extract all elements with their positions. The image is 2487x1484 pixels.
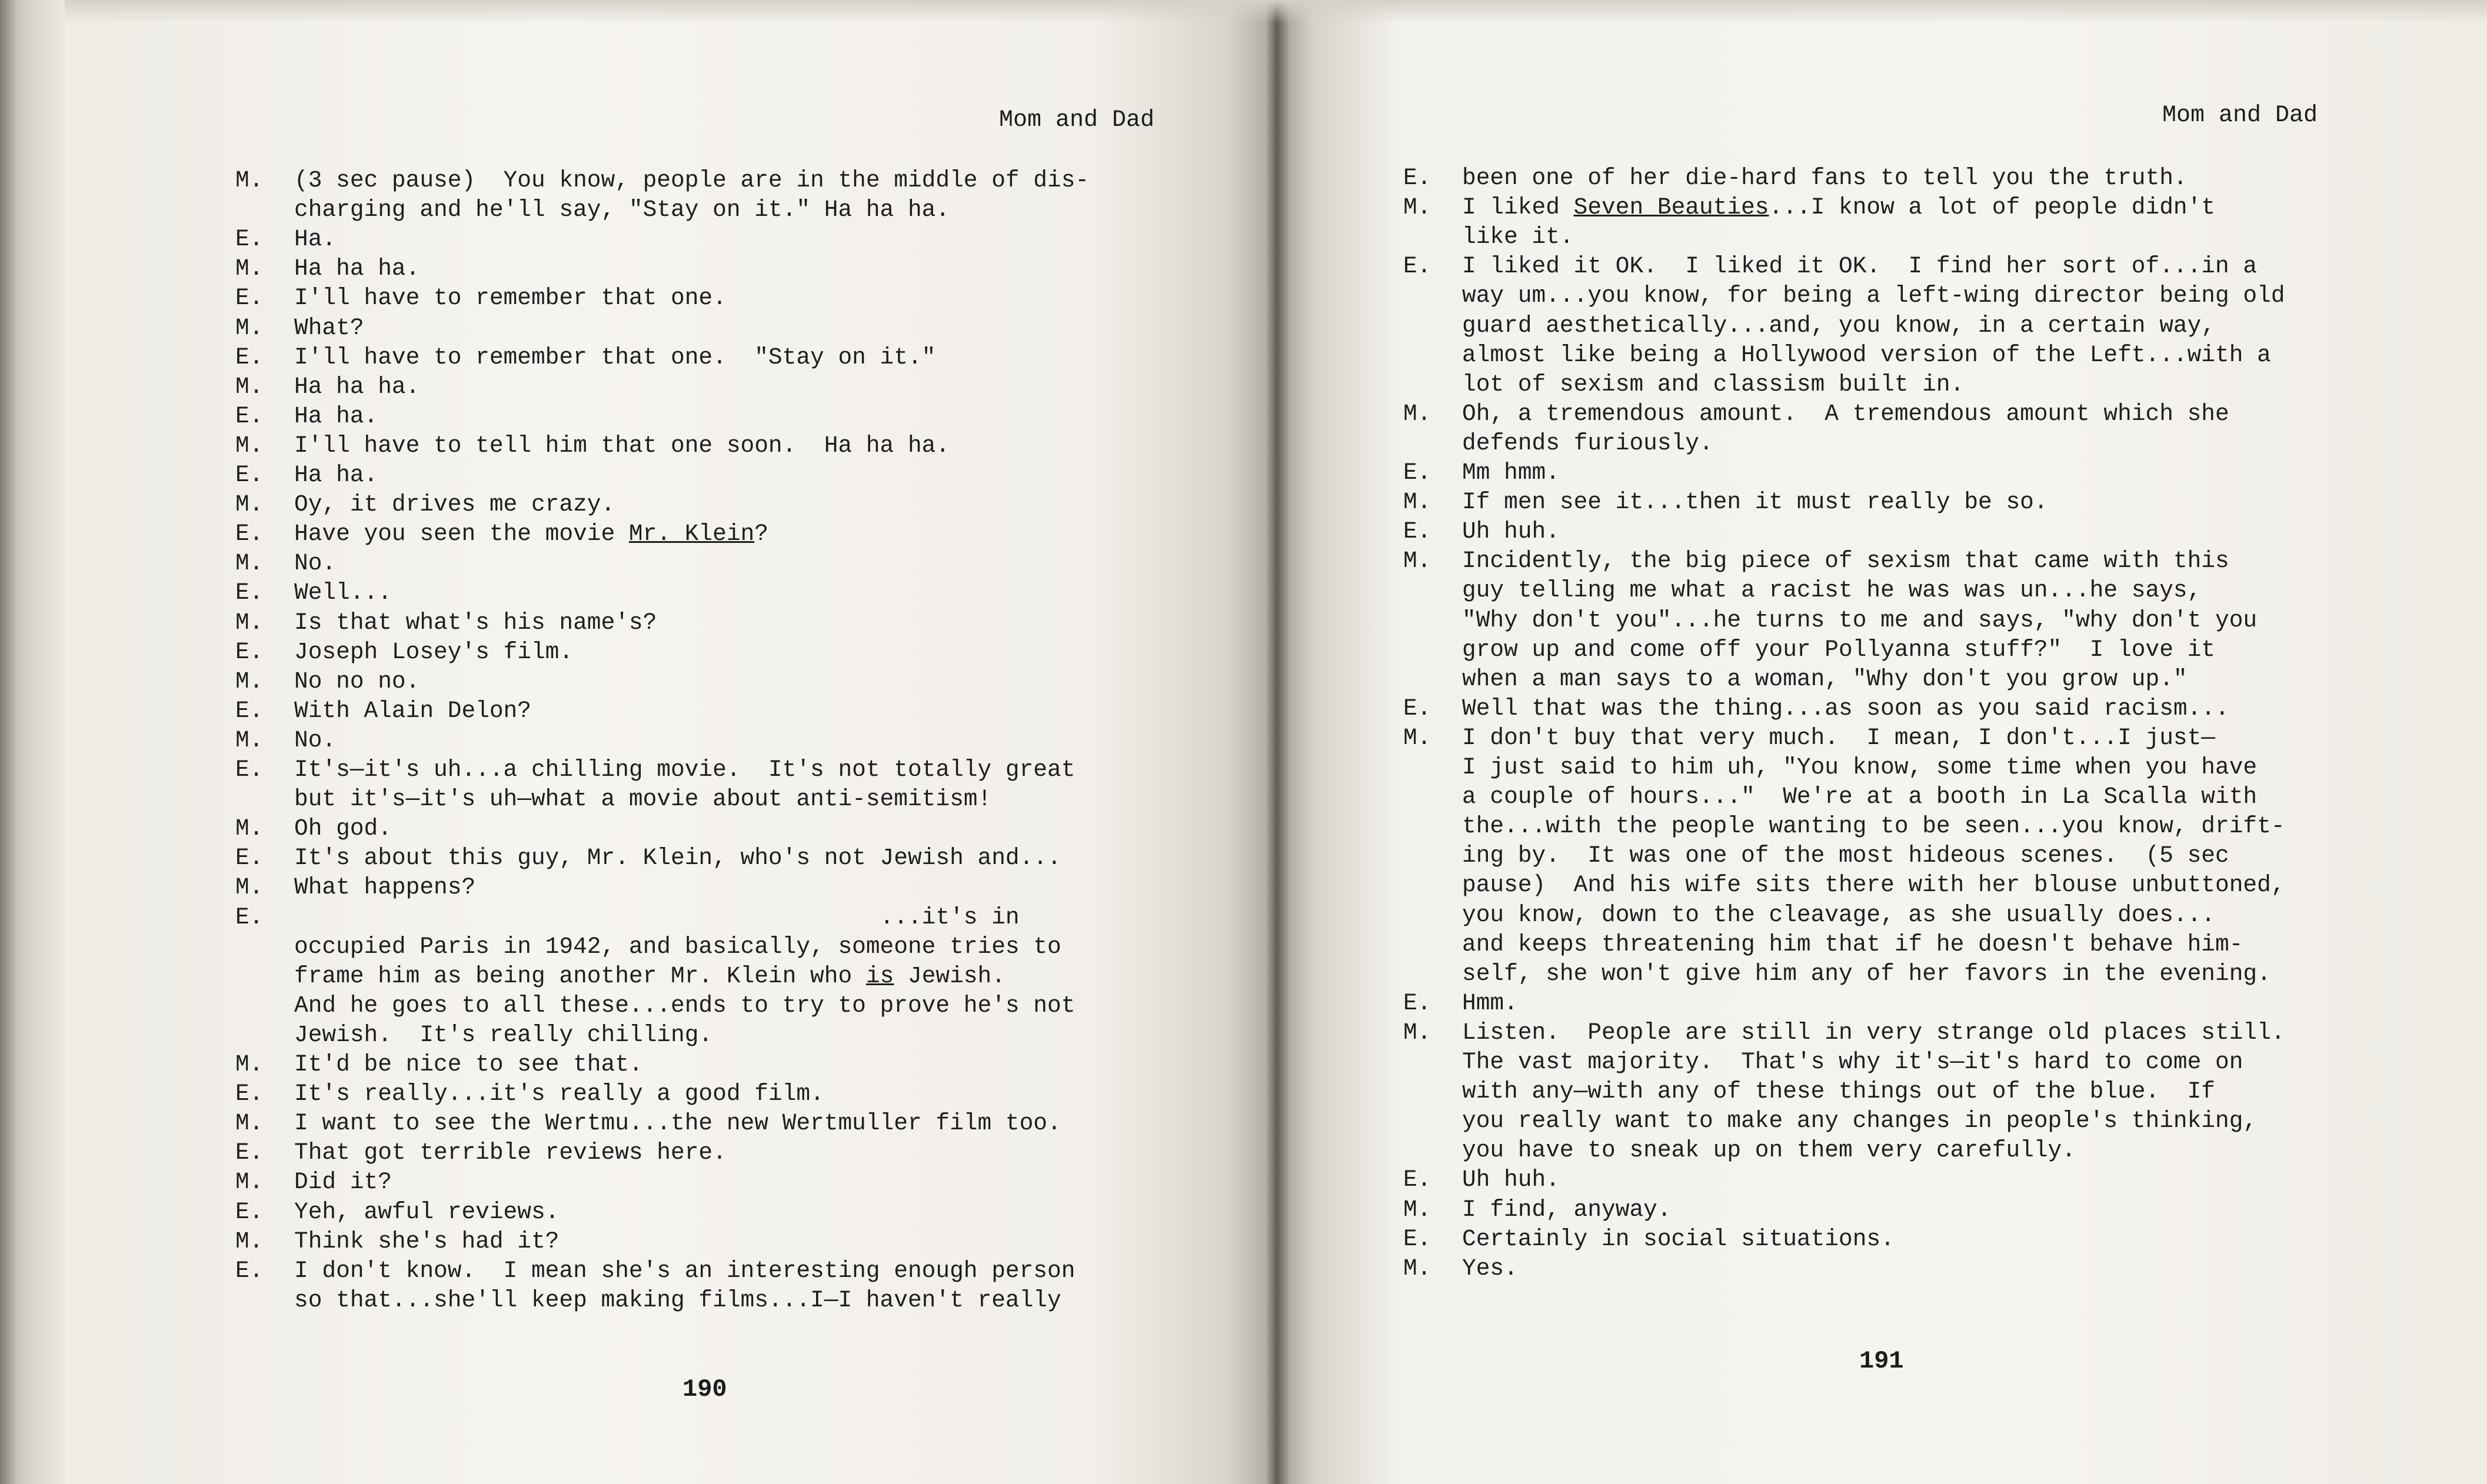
line-text bbox=[1462, 782, 2257, 812]
top-shadow bbox=[65, 0, 2487, 24]
line-text-part: I'll have to remember that one. bbox=[294, 285, 727, 312]
line-text bbox=[1462, 1136, 2076, 1165]
line-text bbox=[1462, 399, 2229, 429]
line-text bbox=[294, 343, 935, 372]
dialogue-line bbox=[235, 578, 1236, 608]
dialogue-line bbox=[1403, 1165, 2403, 1195]
line-text bbox=[1462, 723, 2215, 753]
dialogue-line bbox=[235, 843, 1236, 873]
dialogue-line bbox=[235, 519, 1236, 549]
dialogue-line bbox=[235, 431, 1236, 461]
line-text-part: Oh god. bbox=[294, 815, 392, 842]
speaker-label: E. bbox=[1403, 253, 1431, 280]
speaker-label: M. bbox=[235, 874, 264, 901]
speaker-label: M. bbox=[235, 1228, 264, 1255]
line-text-part: charging and he'll say, "Stay on it." Ha ha ha. bbox=[294, 196, 950, 224]
speaker-label: M. bbox=[235, 609, 264, 636]
speaker-label: E. bbox=[235, 1081, 264, 1108]
line-text bbox=[294, 372, 420, 402]
dialogue-line bbox=[235, 608, 1236, 638]
underlined-title: Mr. Klein bbox=[628, 521, 755, 548]
line-text-part: Uh huh. bbox=[1462, 1166, 1560, 1193]
dialogue-line bbox=[235, 696, 1236, 726]
line-text-part: almost like being a Hollywood version of the Left...with a bbox=[1462, 341, 2271, 368]
line-text bbox=[1462, 871, 2285, 900]
line-text bbox=[294, 903, 1020, 932]
line-text-part: That got terrible reviews here. bbox=[294, 1139, 727, 1166]
dialogue-line bbox=[1403, 517, 2403, 546]
dialogue-line bbox=[235, 755, 1236, 785]
speaker-label: E. bbox=[235, 1198, 264, 1225]
dialogue-line bbox=[235, 991, 1236, 1021]
line-text-part: Ha. bbox=[294, 226, 337, 253]
dialogue-line bbox=[1403, 222, 2403, 252]
line-text bbox=[294, 549, 336, 578]
speaker-label: M. bbox=[1403, 1019, 1431, 1046]
dialogue-line bbox=[235, 814, 1236, 843]
line-text-part: ...it's in bbox=[294, 903, 1020, 931]
dialogue-line bbox=[235, 402, 1236, 431]
line-text-part: I just said to him uh, "You know, some time when you have bbox=[1462, 754, 2258, 781]
dialogue-line bbox=[235, 1168, 1236, 1197]
line-text-part: Jewish. bbox=[894, 962, 1006, 989]
line-text-part: Is that what's his name's? bbox=[294, 609, 657, 636]
line-text-part: you have to sneak up on them very carefully. bbox=[1462, 1137, 2076, 1164]
line-text bbox=[1462, 1254, 1518, 1283]
speaker-label: M. bbox=[235, 255, 264, 282]
dialogue-line bbox=[235, 1050, 1236, 1079]
dialogue-line bbox=[235, 314, 1236, 343]
line-text bbox=[1462, 989, 1518, 1018]
line-text-part: It'd be nice to see that. bbox=[294, 1051, 643, 1078]
page-number: 190 bbox=[682, 1375, 727, 1403]
line-text-part: pause) And his wife sits there with her blouse unbuttoned, bbox=[1462, 872, 2285, 899]
line-text bbox=[294, 755, 1075, 785]
speaker-label: E. bbox=[235, 756, 264, 783]
line-text bbox=[294, 1286, 1061, 1315]
speaker-label: M. bbox=[235, 668, 264, 695]
speaker-label: E. bbox=[1403, 165, 1431, 191]
dialogue-line bbox=[235, 1198, 1236, 1227]
dialogue-line bbox=[1403, 812, 2403, 841]
line-text bbox=[1462, 458, 1560, 488]
line-text bbox=[294, 1198, 559, 1227]
dialogue-line bbox=[235, 1021, 1236, 1050]
speaker-label: E. bbox=[235, 344, 264, 371]
line-text bbox=[294, 402, 378, 431]
line-text bbox=[294, 962, 1006, 991]
dialogue-line bbox=[235, 1286, 1236, 1315]
dialogue-line bbox=[1403, 901, 2403, 930]
line-text bbox=[1462, 635, 2215, 665]
dialogue-line bbox=[1403, 341, 2403, 370]
line-text-part: (3 sec pause) You know, people are in the middle of dis- bbox=[294, 167, 1090, 194]
line-text bbox=[294, 785, 991, 814]
line-text bbox=[294, 1138, 727, 1168]
line-text-part: ? bbox=[754, 521, 768, 548]
dialogue-line bbox=[1403, 841, 2403, 871]
line-text bbox=[294, 490, 615, 519]
speaker-label: E. bbox=[235, 521, 264, 548]
dialogue-line bbox=[235, 873, 1236, 902]
line-text bbox=[294, 1021, 713, 1050]
dialogue-line bbox=[1403, 429, 2403, 458]
line-text-part: Incidently, the big piece of sexism that came with this bbox=[1462, 548, 2229, 575]
dialogue-line bbox=[235, 785, 1236, 814]
speaker-label: E. bbox=[1403, 518, 1431, 545]
line-text-part: I find, anyway. bbox=[1462, 1196, 1672, 1223]
line-text bbox=[1462, 311, 2215, 341]
dialogue-line bbox=[1403, 193, 2403, 222]
line-text bbox=[1462, 753, 2257, 782]
line-text bbox=[1462, 370, 1964, 399]
line-text bbox=[1462, 546, 2229, 576]
line-text bbox=[1462, 1195, 1672, 1225]
line-text-part: with any—with any of these things out of the blue. If bbox=[1462, 1078, 2216, 1105]
speaker-label: E. bbox=[1403, 695, 1431, 722]
line-text bbox=[294, 1227, 559, 1256]
speaker-label: E. bbox=[1403, 989, 1431, 1016]
dialogue-line bbox=[235, 372, 1236, 402]
line-text-part: guard aesthetically...and, you know, in a certain way, bbox=[1462, 312, 2216, 339]
line-text bbox=[294, 991, 1075, 1021]
line-text bbox=[294, 166, 1089, 195]
line-text bbox=[1462, 252, 2257, 281]
underlined-title: is bbox=[865, 962, 894, 989]
line-text bbox=[1462, 193, 2215, 222]
line-text bbox=[1462, 1106, 2257, 1136]
line-text-part: occupied Paris in 1942, and basically, someone tries to bbox=[294, 933, 1061, 960]
line-text bbox=[1462, 341, 2271, 370]
line-text-part: you know, down to the cleavage, as she usually does... bbox=[1462, 901, 2216, 928]
dialogue-line bbox=[235, 1227, 1236, 1256]
line-text-part: Ha ha. bbox=[294, 402, 378, 429]
line-text bbox=[1462, 1018, 2285, 1048]
line-text-part: I don't buy that very much. I mean, I don't...I just— bbox=[1462, 724, 2216, 751]
line-text-part: "Why don't you"...he turns to me and says, "why don't you bbox=[1462, 606, 2258, 633]
line-text bbox=[1462, 576, 2201, 605]
line-text-part: and keeps threatening him that if he doesn't behave him- bbox=[1462, 931, 2243, 958]
line-text bbox=[1462, 812, 2285, 841]
dialogue-line bbox=[235, 903, 1236, 932]
line-text bbox=[1462, 1048, 2243, 1077]
line-text bbox=[294, 578, 392, 608]
speaker-label: E. bbox=[1403, 1166, 1431, 1193]
dialogue-line bbox=[235, 343, 1236, 372]
page-number: 191 bbox=[1859, 1347, 1904, 1375]
line-text-part: I liked bbox=[1462, 194, 1574, 221]
line-text bbox=[294, 1079, 824, 1109]
dialogue-line bbox=[235, 932, 1236, 962]
line-text-part: defends furiously. bbox=[1462, 429, 1713, 456]
line-text bbox=[294, 843, 1061, 873]
speaker-label: E. bbox=[1403, 1225, 1431, 1252]
line-text bbox=[294, 814, 392, 843]
dialogue-line bbox=[235, 1079, 1236, 1109]
speaker-label: E. bbox=[235, 285, 264, 312]
line-text-part: I'll have to tell him that one soon. Ha ha ha. bbox=[294, 432, 950, 459]
dialogue-line bbox=[1403, 635, 2403, 665]
dialogue-line bbox=[1403, 606, 2403, 635]
dialogue-line bbox=[235, 1138, 1236, 1168]
line-text-part: self, she won't give him any of her favors in the evening. bbox=[1462, 960, 2271, 987]
dialogue-line bbox=[1403, 694, 2403, 723]
speaker-label: E. bbox=[235, 638, 264, 665]
dialogue-line bbox=[1403, 1018, 2403, 1048]
line-text-part: No no no. bbox=[294, 668, 420, 695]
speaker-label: E. bbox=[1403, 459, 1431, 486]
line-text bbox=[294, 873, 475, 902]
dialogue-line bbox=[235, 1256, 1236, 1286]
page-edges bbox=[0, 0, 65, 1484]
line-text-part: I'll have to remember that one. "Stay on it." bbox=[294, 344, 936, 371]
line-text-part: Ha ha. bbox=[294, 462, 378, 488]
line-text-part: ...I know a lot of people didn't bbox=[1769, 194, 2216, 221]
line-text-part: It's about this guy, Mr. Klein, who's not Jewish and... bbox=[294, 845, 1061, 872]
dialogue-line bbox=[235, 461, 1236, 490]
dialogue-line bbox=[1403, 1225, 2403, 1254]
line-text-part: Joseph Losey's film. bbox=[294, 638, 574, 665]
dialogue-line bbox=[1403, 959, 2403, 989]
dialogue-line bbox=[1403, 252, 2403, 281]
left-page bbox=[65, 0, 1277, 1484]
line-text-part: Ha ha ha. bbox=[294, 373, 420, 400]
line-text-part: Did it? bbox=[294, 1169, 392, 1196]
line-text-part: a couple of hours..." We're at a booth in La Scalla with bbox=[1462, 783, 2258, 811]
line-text-part: like it. bbox=[1462, 224, 1574, 251]
speaker-label: M. bbox=[1403, 1255, 1431, 1282]
line-text bbox=[294, 195, 950, 225]
dialogue-line bbox=[235, 962, 1236, 991]
speaker-label: M. bbox=[235, 550, 264, 577]
right-page bbox=[1277, 0, 2487, 1484]
line-text-part: so that...she'll keep making films...I—I haven't really bbox=[294, 1286, 1061, 1313]
speaker-label: M. bbox=[235, 491, 264, 518]
line-text bbox=[294, 726, 336, 755]
dialogue-line bbox=[1403, 576, 2403, 605]
line-text-part: Listen. People are still in very strange old places still. bbox=[1462, 1019, 2285, 1046]
speaker-label: E. bbox=[235, 579, 264, 606]
line-text bbox=[1462, 517, 1560, 546]
speaker-label: M. bbox=[235, 815, 264, 842]
line-text-part: Think she's had it? bbox=[294, 1228, 560, 1255]
line-text-part: lot of sexism and classism built in. bbox=[1462, 371, 1965, 398]
line-text bbox=[1462, 606, 2257, 635]
running-head: Mom and Dad bbox=[999, 107, 1155, 134]
line-text bbox=[1462, 164, 2188, 193]
dialogue-line bbox=[1403, 399, 2403, 429]
line-text bbox=[1462, 488, 2048, 517]
line-text bbox=[294, 1256, 1075, 1286]
dialogue-line bbox=[1403, 370, 2403, 399]
dialogue-line bbox=[1403, 164, 2403, 193]
line-text bbox=[1462, 281, 2285, 311]
line-text-part: Jewish. It's really chilling. bbox=[294, 1021, 713, 1048]
line-text-part: Yes. bbox=[1462, 1255, 1518, 1282]
line-text-part: Ha ha ha. bbox=[294, 255, 420, 282]
dialogue-line bbox=[1403, 1077, 2403, 1106]
line-text bbox=[294, 696, 531, 726]
line-text bbox=[294, 225, 336, 254]
speaker-label: M. bbox=[1403, 1196, 1431, 1223]
speaker-label: M. bbox=[1403, 489, 1431, 516]
line-text-part: guy telling me what a racist he was was un...he says, bbox=[1462, 577, 2202, 604]
line-text bbox=[294, 431, 950, 461]
dialogue-line bbox=[1403, 311, 2403, 341]
dialogue-line bbox=[1403, 1136, 2403, 1165]
line-text-part: And he goes to all these...ends to try to prove he's not bbox=[294, 992, 1076, 1019]
line-text-part: Have you seen the movie bbox=[294, 521, 629, 548]
line-text-part: Uh huh. bbox=[1462, 518, 1560, 545]
speaker-label: E. bbox=[235, 1139, 264, 1166]
line-text-part: Oy, it drives me crazy. bbox=[294, 491, 615, 518]
line-text-part: way um...you know, for being a left-wing director being old bbox=[1462, 282, 2285, 309]
dialogue-line bbox=[235, 1109, 1236, 1138]
dialogue-line bbox=[1403, 753, 2403, 782]
line-text bbox=[294, 1109, 1061, 1138]
speaker-label: M. bbox=[235, 314, 264, 341]
line-text-part: Certainly in social situations. bbox=[1462, 1225, 1895, 1252]
dialogue-line bbox=[235, 726, 1236, 755]
speaker-label: M. bbox=[1403, 400, 1431, 427]
line-text-part: been one of her die-hard fans to tell you the truth. bbox=[1462, 165, 2188, 191]
dialogue-line bbox=[1403, 782, 2403, 812]
speaker-label: M. bbox=[235, 1169, 264, 1196]
dialogue-line bbox=[235, 254, 1236, 284]
dialogue-line bbox=[1403, 723, 2403, 753]
line-text-part: when a man says to a woman, "Why don't you grow up." bbox=[1462, 665, 2188, 692]
line-text bbox=[1462, 901, 2215, 930]
dialogue-line bbox=[1403, 1195, 2403, 1225]
line-text bbox=[1462, 1077, 2215, 1106]
line-text-part: I liked it OK. I liked it OK. I find her sort of...in a bbox=[1462, 253, 2258, 280]
dialogue-line bbox=[235, 667, 1236, 696]
speaker-label: M. bbox=[235, 167, 264, 194]
dialogue-line bbox=[1403, 546, 2403, 576]
line-text bbox=[294, 608, 657, 638]
underlined-title: Seven Beauties bbox=[1573, 194, 1769, 221]
line-text bbox=[294, 638, 573, 667]
speaker-label: E. bbox=[235, 402, 264, 429]
line-text-part: What? bbox=[294, 314, 364, 341]
running-head: Mom and Dad bbox=[2162, 102, 2318, 129]
line-text bbox=[1462, 694, 2229, 723]
line-text-part: I don't know. I mean she's an interesting enough person bbox=[294, 1257, 1076, 1284]
speaker-label: E. bbox=[235, 845, 264, 872]
line-text-part: With Alain Delon? bbox=[294, 697, 531, 724]
line-text bbox=[1462, 665, 2188, 694]
line-text bbox=[1462, 429, 1713, 458]
line-text-part: The vast majority. That's why it's—it's hard to come on bbox=[1462, 1049, 2243, 1075]
line-text-part: grow up and come off your Pollyanna stuff?" I love it bbox=[1462, 636, 2216, 663]
line-text-part: you really want to make any changes in people's thinking, bbox=[1462, 1108, 2258, 1135]
line-text bbox=[1462, 1165, 1560, 1195]
speaker-label: M. bbox=[235, 1110, 264, 1137]
speaker-label: M. bbox=[1403, 724, 1431, 751]
speaker-label: M. bbox=[1403, 194, 1431, 221]
line-text-part: No. bbox=[294, 726, 337, 753]
line-text bbox=[1462, 841, 2229, 871]
line-text bbox=[294, 1168, 392, 1197]
speaker-label: E. bbox=[235, 1257, 264, 1284]
line-text-part: Yeh, awful reviews. bbox=[294, 1198, 560, 1225]
line-text bbox=[294, 314, 364, 343]
line-text bbox=[294, 519, 768, 549]
line-text-part: No. bbox=[294, 550, 337, 577]
line-text-part: Oh, a tremendous amount. A tremendous amount which she bbox=[1462, 400, 2229, 427]
line-text-part: I want to see the Wertmu...the new Wertmuller film too. bbox=[294, 1110, 1061, 1137]
speaker-label: E. bbox=[235, 226, 264, 253]
dialogue-line bbox=[235, 549, 1236, 578]
speaker-label: E. bbox=[235, 903, 264, 931]
line-text bbox=[294, 461, 378, 490]
dialogue-line bbox=[235, 638, 1236, 667]
dialogue-line bbox=[1403, 871, 2403, 900]
dialogue-line bbox=[1403, 281, 2403, 311]
line-text-part: It's really...it's really a good film. bbox=[294, 1081, 824, 1108]
speaker-label: M. bbox=[235, 373, 264, 400]
dialogue-line bbox=[1403, 488, 2403, 517]
line-text-part: Well... bbox=[294, 579, 392, 606]
line-text bbox=[294, 284, 727, 313]
speaker-label: M. bbox=[235, 1051, 264, 1078]
dialogue-line bbox=[235, 225, 1236, 254]
dialogue-line bbox=[1403, 1048, 2403, 1077]
line-text-part: What happens? bbox=[294, 874, 476, 901]
line-text-part: If men see it...then it must really be so. bbox=[1462, 489, 2048, 516]
line-text-part: Mm hmm. bbox=[1462, 459, 1560, 486]
line-text bbox=[1462, 930, 2243, 959]
dialogue-line bbox=[235, 490, 1236, 519]
dialogue-line bbox=[1403, 458, 2403, 488]
speaker-label: E. bbox=[235, 697, 264, 724]
dialogue-line bbox=[1403, 665, 2403, 694]
line-text-part: but it's—it's uh—what a movie about anti-semitism! bbox=[294, 786, 992, 813]
line-text bbox=[294, 254, 420, 284]
line-text-part: Well that was the thing...as soon as you said racism... bbox=[1462, 695, 2229, 722]
dialogue-line bbox=[235, 195, 1236, 225]
dialogue-line bbox=[235, 284, 1236, 313]
line-text-part: frame him as being another Mr. Klein who bbox=[294, 962, 866, 989]
line-text bbox=[1462, 222, 1574, 252]
speaker-label: M. bbox=[1403, 548, 1431, 575]
line-text bbox=[1462, 1225, 1895, 1254]
line-text-part: the...with the people wanting to be seen...you know, drift- bbox=[1462, 813, 2285, 840]
dialogue-line bbox=[1403, 989, 2403, 1018]
line-text bbox=[294, 932, 1061, 962]
line-text bbox=[294, 1050, 643, 1079]
line-text-part: ing by. It was one of the most hideous scenes. (5 sec bbox=[1462, 842, 2229, 869]
line-text bbox=[294, 667, 420, 696]
line-text-part: It's—it's uh...a chilling movie. It's not totally great bbox=[294, 756, 1076, 783]
dialogue-line bbox=[1403, 930, 2403, 959]
speaker-label: M. bbox=[235, 432, 264, 459]
line-text bbox=[1462, 959, 2271, 989]
dialogue-line bbox=[235, 166, 1236, 195]
book-gutter bbox=[1265, 0, 1289, 1484]
speaker-label: E. bbox=[235, 462, 264, 488]
speaker-label: M. bbox=[235, 726, 264, 753]
line-text-part: Hmm. bbox=[1462, 989, 1518, 1016]
dialogue-line bbox=[1403, 1106, 2403, 1136]
dialogue-line bbox=[1403, 1254, 2403, 1283]
